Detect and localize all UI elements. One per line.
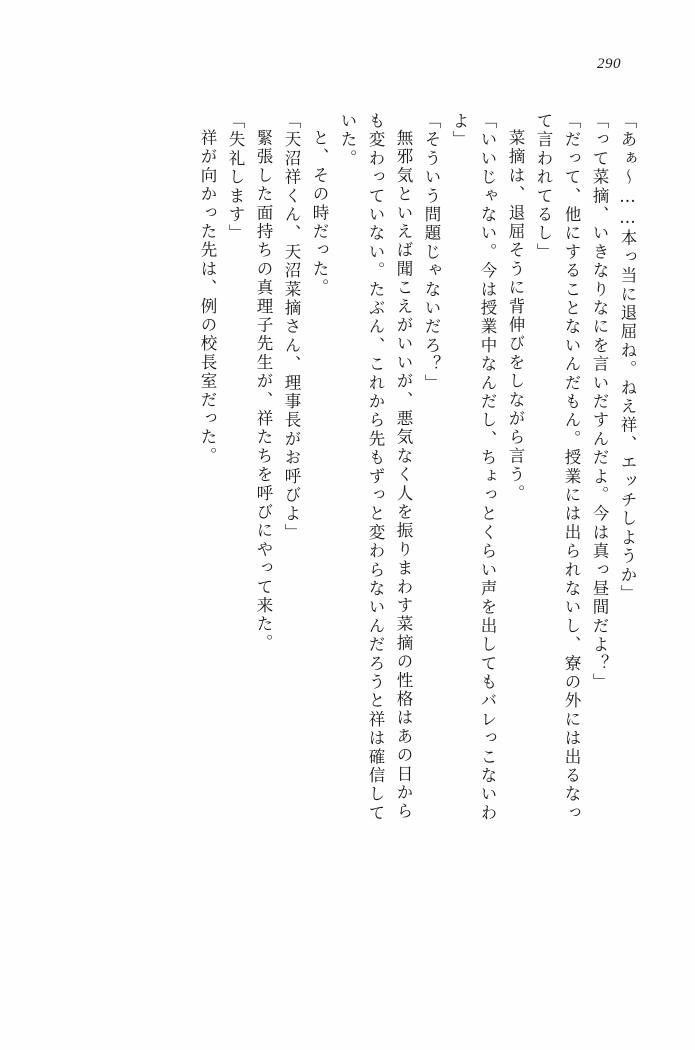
text-line: 祥が向かった先は、例の校長室だった。 [198, 129, 217, 466]
text-line: 「いいじゃない。今は授業中なんだし、ちょっとくらい声を出してもバレっこないわ [478, 112, 497, 823]
vertical-text-body [52, 112, 635, 990]
text-line: 「失礼します」 [226, 112, 245, 243]
text-line: も変わっていない。たぶん、これから先もずっと変わらないんだろうと祥は確信して [366, 112, 385, 823]
text-line: 「そういう問題じゃないだろ？」 [422, 112, 441, 393]
text-line: よ」 [450, 112, 469, 150]
text-line: 「だって、他にすることないんだもん。授業には出られないし、寮の外には出るなっ [562, 112, 581, 823]
text-line: 菜摘は、退屈そうに背伸びをしながら言う。 [506, 129, 525, 503]
text-line: と、その時だった。 [310, 129, 329, 298]
text-line: 「って菜摘、いきなりなにを言いだすんだよ。今は真っ昼間だよ？」 [590, 112, 609, 692]
text-line: 「天沼祥くん、天沼菜摘さん、理事長がお呼びよ」 [282, 112, 301, 543]
text-line: 無邪気といえば聞こえがいいが、悪気なく人を振りまわす菜摘の性格はあの日から [394, 129, 413, 821]
text-line: いた。 [338, 112, 357, 169]
page-number: 290 [597, 56, 621, 72]
text-line: 緊張した面持ちの真理子先生が、祥たちを呼びにやって来た。 [254, 129, 273, 653]
text-line: て言われてるし」 [534, 112, 553, 262]
text-line: 「あぁ～……本っ当に退屈ね。ねえ祥、エッチしようか」 [618, 112, 637, 604]
